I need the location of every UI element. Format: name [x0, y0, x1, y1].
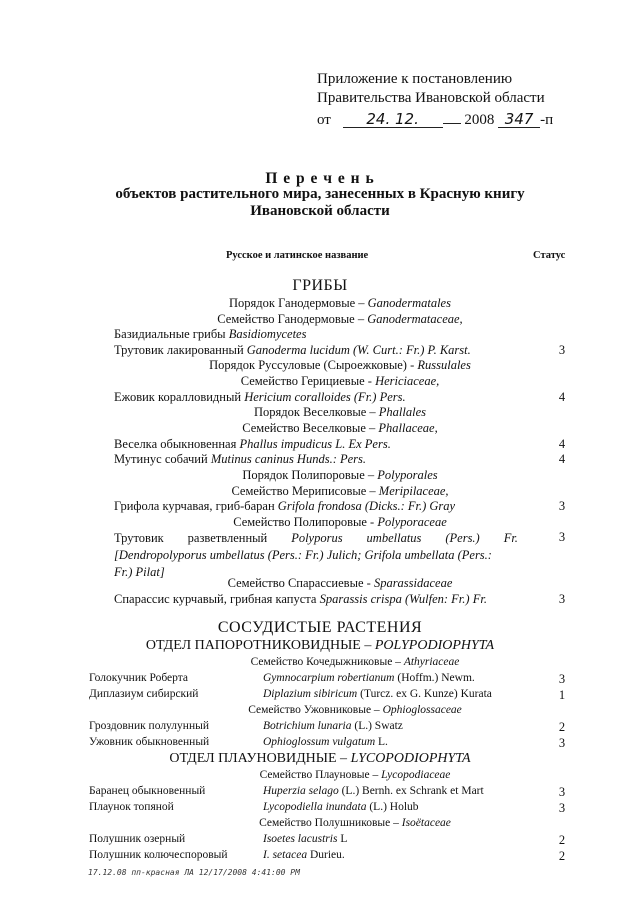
handwritten-date: 24. 12. — [343, 112, 443, 128]
order-polyporales: Порядок Полипоровые – Polyporales — [242, 468, 438, 482]
title-line-1: П е р е ч е н ь — [265, 170, 375, 187]
division-lycopodiophyta: ОТДЕЛ ПЛАУНОВИДНЫЕ – LYCOPODIOPHYTA — [169, 751, 471, 766]
species-botrichium-latin: Botrichium lunaria (L.) Swatz — [263, 720, 403, 732]
species-botrichium-name: Гроздовник полулунный — [89, 720, 209, 732]
species-huperzia-name: Баранец обыкновенный — [89, 785, 206, 797]
division-polypodiophyta: ОТДЕЛ ПАПОРОТНИКОВИДНЫЕ – POLYPODIOPHYTA — [145, 638, 495, 653]
appendix-suffix: -п — [540, 112, 554, 128]
species-polyporus-umbellatus — [114, 530, 518, 581]
appendix-block — [317, 70, 553, 130]
status-lycopodiella: 3 — [558, 801, 566, 815]
column-header-name: Русское и латинское название — [226, 250, 369, 261]
section-vascular-plants: СОСУДИСТЫЕ РАСТЕНИЯ — [217, 619, 423, 636]
family-isoetaceae: Семейство Полушниковые – Isoëtaceae — [259, 817, 451, 829]
species-gymnocarpium-latin: Gymnocarpium robertianum (Hoffm.) Newm. — [263, 672, 475, 684]
species-grifola-frondosa: Грифола курчавая, гриб-баран Grifola frondosa (Dicks.: Fr.) Gray — [114, 499, 456, 513]
status-huperzia: 3 — [558, 785, 566, 799]
title-line-3: Ивановской области — [250, 203, 390, 219]
appendix-from: от — [317, 112, 331, 128]
species-isoetes-lacustris-latin: Isoetes lacustris L — [263, 833, 348, 845]
species-hericium-coralloides: Ежовик коралловидный Hericium coralloides (Fr.) Pers. — [114, 390, 406, 404]
family-hericiaceae: Семейство Герициевые - Hericiaceae, — [240, 374, 440, 388]
status-sparassis-crispa: 3 — [558, 592, 566, 606]
species-phallus-impudicus: Веселка обыкновенная Phallus impudicus L. Ex Pers. — [114, 437, 391, 451]
status-grifola-frondosa: 3 — [558, 499, 566, 513]
species-lycopodiella-latin: Lycopodiella inundata (L.) Holub — [263, 801, 419, 813]
order-russulales: Порядок Руссуловые (Сыроежковые) - Russulales — [209, 358, 471, 372]
status-ophioglossum: 3 — [558, 736, 566, 750]
species-ophioglossum-name: Ужовник обыкновенный — [89, 736, 210, 748]
species-ophioglossum-latin: Ophioglossum vulgatum L. — [263, 736, 388, 748]
status-polyporus-umbellatus: 3 — [558, 530, 566, 544]
polyporus-line-1: Трутовик разветвленный Polyporus umbellatus (Pers.) Fr. — [114, 531, 518, 545]
footer-print-info: 17.12.08 пп-красная ЛА 12/17/2008 4:41:00 PM — [88, 868, 300, 877]
order-phallales: Порядок Веселковые – Phallales — [253, 405, 427, 419]
handwritten-number: 347 — [498, 112, 540, 128]
appendix-year: 2008 — [464, 112, 495, 128]
appendix-line-2: Правительства Ивановской области — [317, 90, 545, 106]
species-isoetes-setacea-name: Полушник колючеспоровый — [89, 849, 228, 861]
family-ganodermataceae: Семейство Ганодермовые – Ganodermataceae, — [217, 312, 463, 326]
species-ganoderma-lucidum: Трутовик лакированный Ganoderma lucidum (W. Curt.: Fr.) P. Karst. — [114, 343, 471, 357]
polyporus-line-3: Fr.) Pilat] — [114, 565, 165, 579]
family-lycopodiaceae: Семейство Плауновые – Lycopodiaceae — [259, 769, 451, 781]
column-header-status: Статус — [533, 250, 566, 261]
status-botrichium: 2 — [558, 720, 566, 734]
status-isoetes-lacustris: 2 — [558, 833, 566, 847]
title-line-2: объектов растительного мира, занесенных в Красную книгу — [115, 186, 525, 202]
species-isoetes-setacea-latin: I. setacea Durieu. — [263, 849, 345, 861]
appendix-line-1: Приложение к постановлению — [317, 71, 513, 87]
family-ophioglossaceae: Семейство Ужовниковые – Ophioglossaceae — [248, 704, 462, 716]
family-phallaceae: Семейство Веселковые – Phallaceae, — [242, 421, 438, 435]
family-athyriaceae: Семейство Кочедыжниковые – Athyriaceae — [250, 656, 460, 668]
species-lycopodiella-name: Плаунок топяной — [89, 801, 174, 813]
species-isoetes-lacustris-name: Полушник озерный — [89, 833, 186, 845]
species-gymnocarpium-name: Голокучник Роберта — [89, 672, 188, 684]
species-mutinus-caninus: Мутинус собачий Mutinus caninus Hunds.: Pers. — [114, 452, 367, 466]
status-phallus-impudicus: 4 — [558, 437, 566, 451]
species-huperzia-latin: Huperzia selago (L.) Bernh. ex Schrank et Mart — [263, 785, 484, 797]
status-ganoderma-lucidum: 3 — [558, 343, 566, 357]
class-basidiomycetes: Базидиальные грибы Basidiomycetes — [114, 327, 307, 341]
status-hericium-coralloides: 4 — [558, 390, 566, 404]
section-fungi: ГРИБЫ — [292, 277, 348, 294]
status-mutinus-caninus: 4 — [558, 452, 566, 466]
family-sparassidaceae: Семейство Спарассиевые - Sparassidaceae — [227, 576, 453, 590]
family-meripilaceae: Семейство Мериписовые – Meripilaceae, — [231, 484, 449, 498]
polyporus-line-2: [Dendropolyporus umbellatus (Pers.: Fr.) Julich; Grifola umbellata (Pers.: — [114, 548, 492, 562]
status-gymnocarpium: 3 — [558, 672, 566, 686]
appendix-line-3 — [317, 108, 553, 130]
order-ganodermatales: Порядок Ганодермовые – Ganodermatales — [229, 296, 451, 310]
species-sparassis-crispa: Спарассис курчавый, грибная капуста Sparassis crispa (Wulfen: Fr.) Fr. — [114, 592, 487, 606]
status-isoetes-setacea: 2 — [558, 849, 566, 863]
species-diplazium-name: Диплазиум сибирский — [89, 688, 199, 700]
species-diplazium-latin: Diplazium sibiricum (Turcz. ex G. Kunze) Kurata — [263, 688, 492, 700]
family-polyporaceae: Семейство Полипоровые - Polyporaceae — [233, 515, 447, 529]
status-diplazium: 1 — [558, 688, 566, 702]
